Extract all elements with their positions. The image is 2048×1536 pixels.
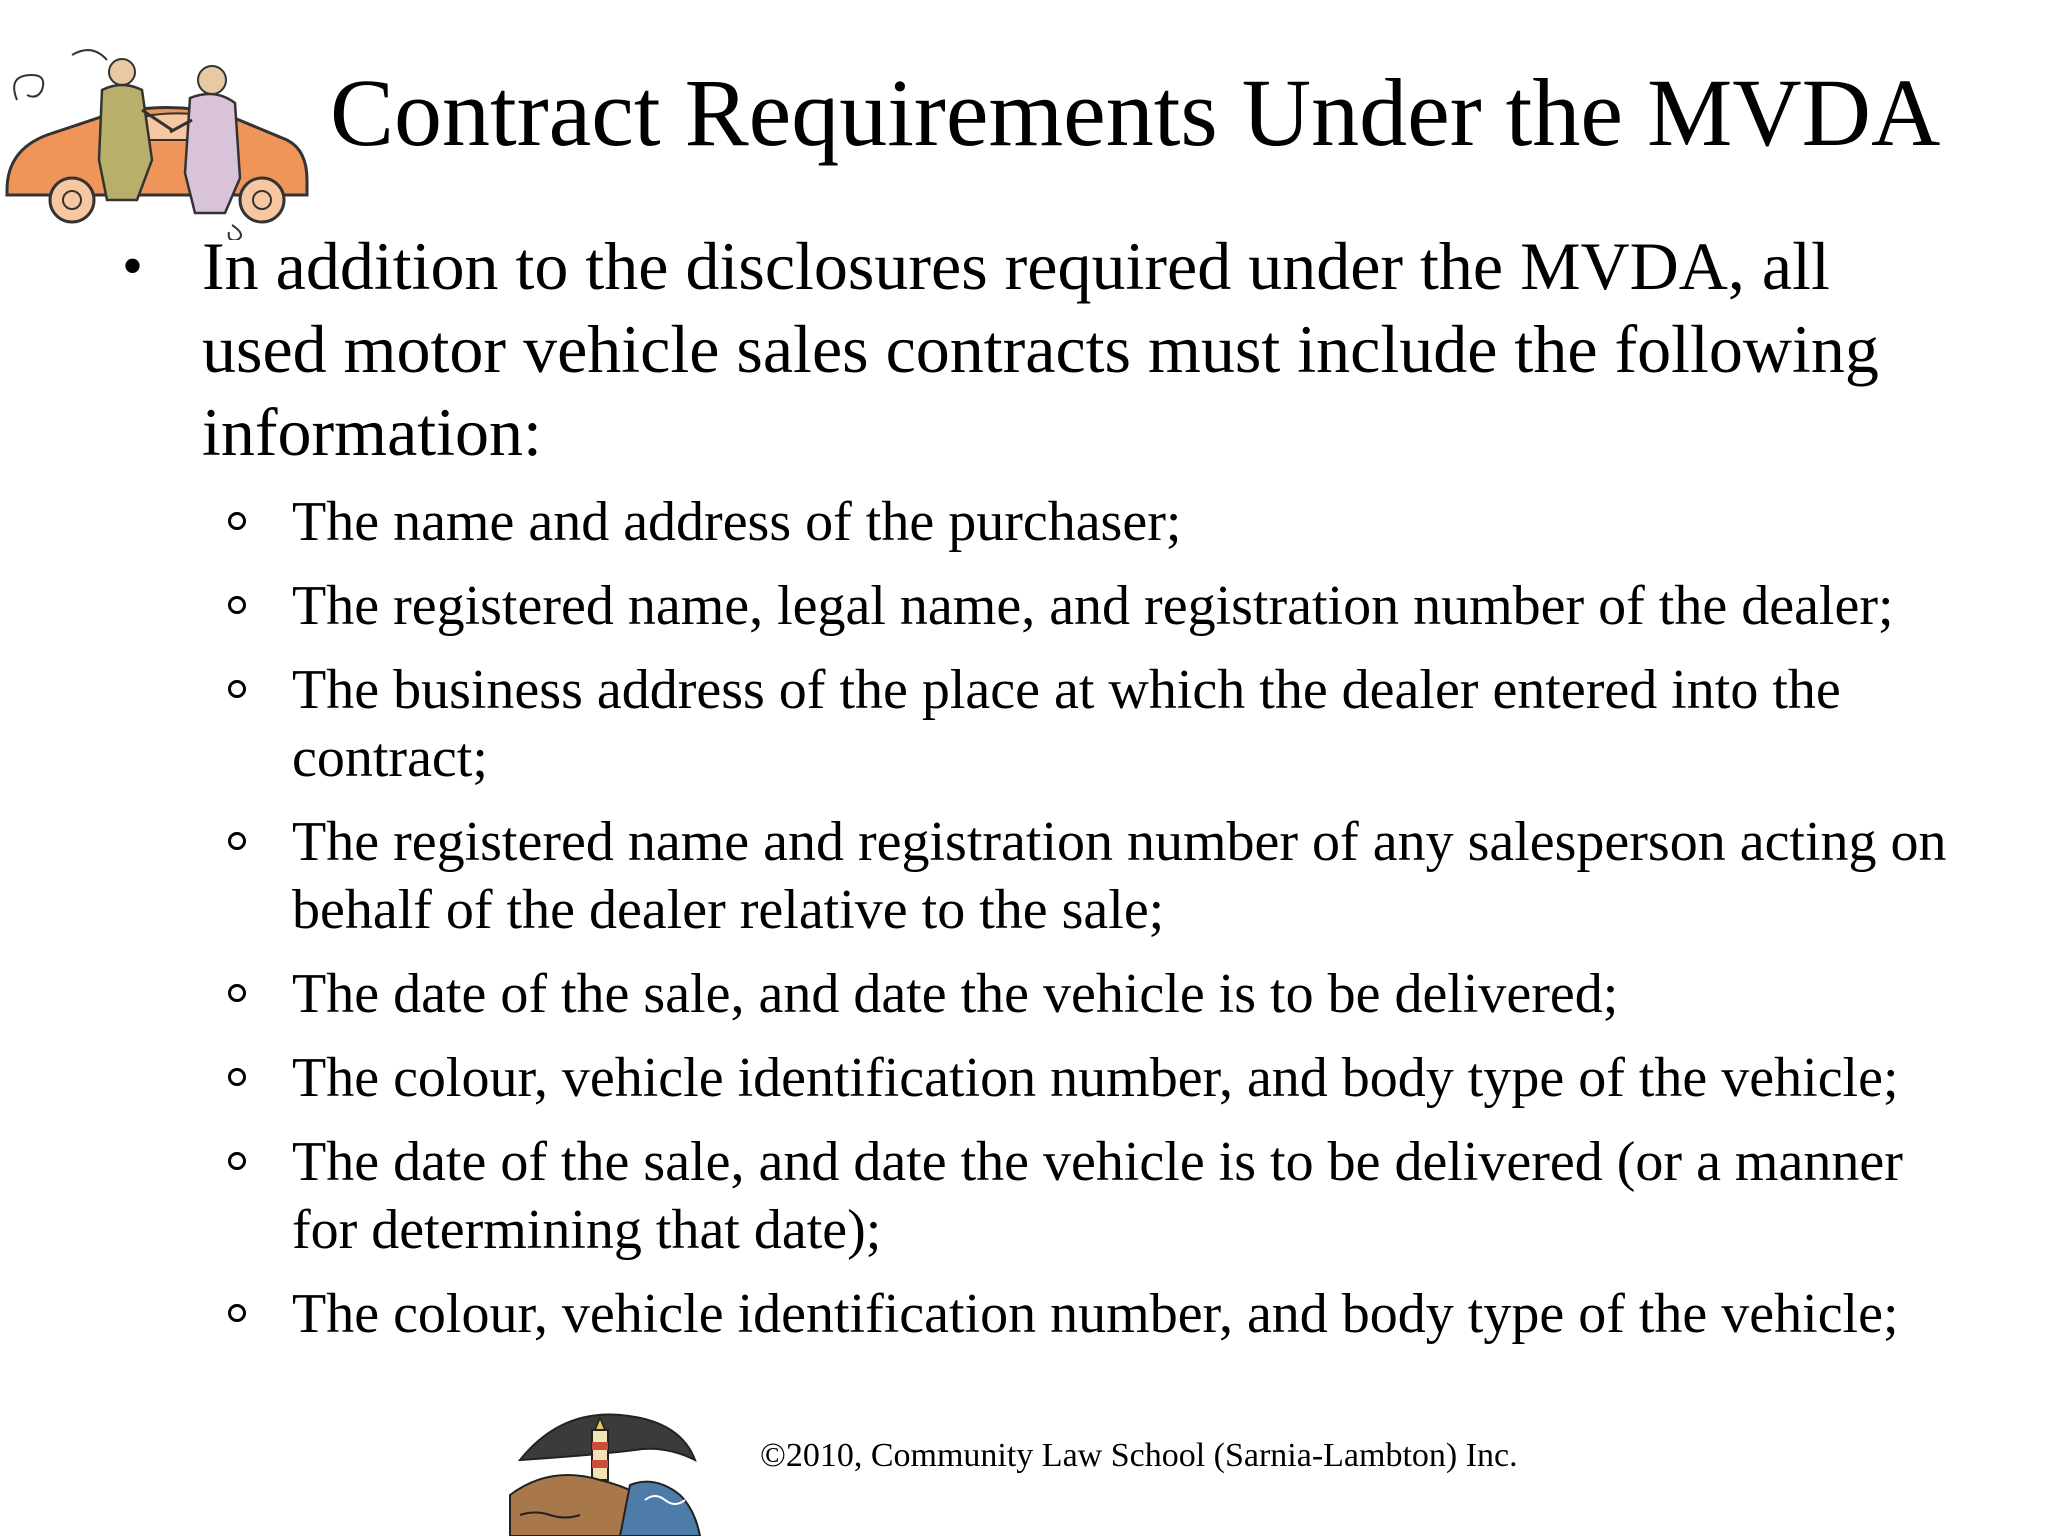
- bullet-dot-icon: •: [122, 233, 144, 299]
- list-item: [292, 1044, 1982, 1112]
- list-item: [292, 656, 1982, 792]
- main-bullet: [122, 225, 1942, 474]
- hollow-bullet-icon: [228, 1304, 246, 1322]
- lighthouse-icon: [500, 1400, 710, 1536]
- hollow-bullet-icon: [228, 512, 246, 530]
- main-bullet-text: In addition to the disclosures required under the MVDA, all used motor vehicle sales contracts must include the following information:: [202, 228, 1879, 470]
- hollow-bullet-icon: [228, 1068, 246, 1086]
- slide-title: Contract Requirements Under the MVDA: [330, 59, 1941, 166]
- list-item: [292, 808, 1982, 944]
- list-item-text: The registered name, legal name, and registration number of the dealer;: [292, 575, 1894, 637]
- hollow-bullet-icon: [228, 680, 246, 698]
- list-item: [292, 572, 1982, 640]
- list-item-text: The colour, vehicle identification number, and body type of the vehicle;: [292, 1283, 1899, 1345]
- list-item: [292, 960, 1982, 1028]
- list-item-text: The date of the sale, and date the vehicle is to be delivered (or a manner for determining that date);: [292, 1131, 1903, 1261]
- hollow-bullet-icon: [228, 1152, 246, 1170]
- list-item-text: The registered name and registration number of any salesperson acting on behalf of the dealer relative to the sale;: [292, 811, 1947, 941]
- list-item-text: The date of the sale, and date the vehicle is to be delivered;: [292, 963, 1619, 1025]
- list-item-text: The business address of the place at which the dealer entered into the contract;: [292, 659, 1841, 789]
- list-item: [292, 488, 1982, 556]
- copyright-footer: ©2010, Community Law School (Sarnia-Lambton) Inc.: [760, 1437, 1518, 1474]
- list-item-text: The name and address of the purchaser;: [292, 491, 1182, 553]
- hollow-bullet-icon: [228, 984, 246, 1002]
- list-item: [292, 1128, 1982, 1264]
- slide-content: [0, 225, 2048, 1364]
- list-item: [292, 1280, 1982, 1348]
- car-sale-handshake-icon: [2, 40, 332, 240]
- hollow-bullet-icon: [228, 596, 246, 614]
- sub-bullet-list: [0, 488, 2048, 1348]
- hollow-bullet-icon: [228, 832, 246, 850]
- list-item-text: The colour, vehicle identification number, and body type of the vehicle;: [292, 1047, 1899, 1109]
